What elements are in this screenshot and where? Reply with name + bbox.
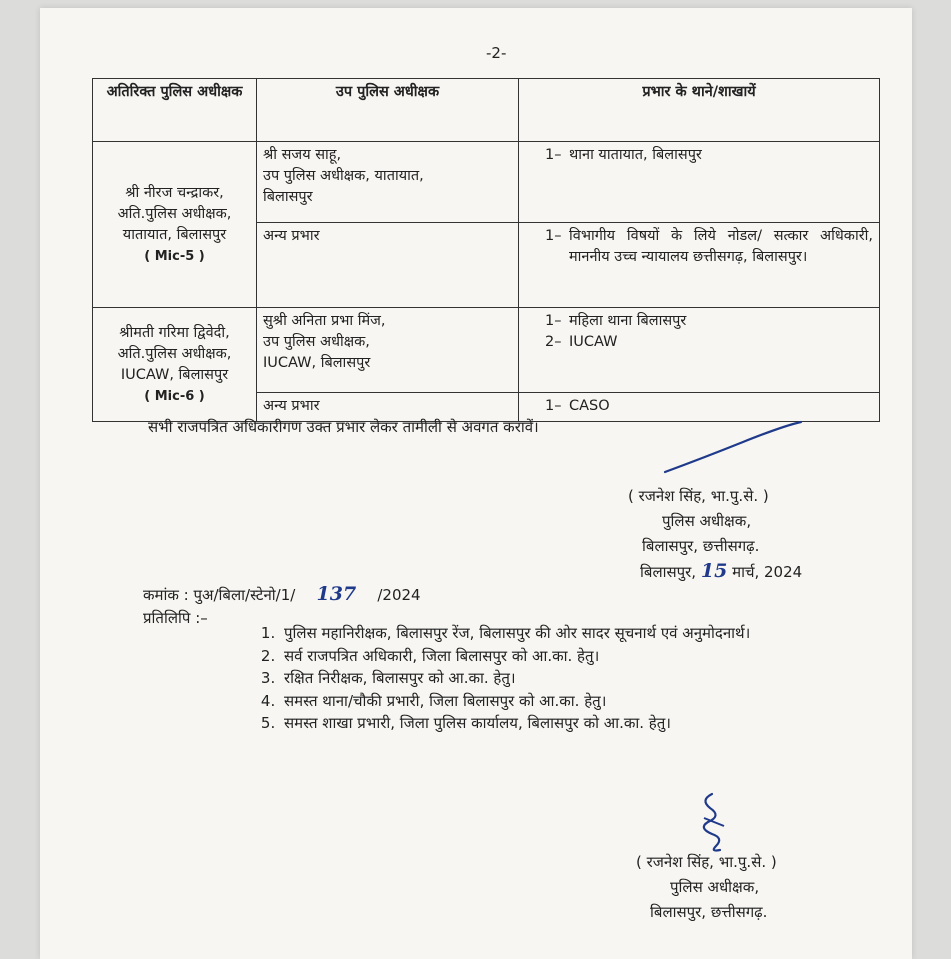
charge-number: 1– (545, 147, 562, 163)
officer-line: श्रीमती गरिमा द्विवेदी, (119, 324, 230, 341)
charge-text: विभागीय विषयों के लिये नोडल/ सत्कार अधिकारी, माननीय उच्च न्यायालय छत्तीसगढ़, बिलासपुर। (569, 228, 873, 265)
date-day-handwritten: 15 (700, 560, 728, 582)
copy-heading: प्रतिलिपि :– (143, 609, 208, 627)
table-row (93, 308, 880, 393)
charge-table (92, 78, 880, 422)
date-suffix: मार्च, 2024 (732, 563, 803, 581)
dsp-line: श्री सजय साहू, (263, 147, 342, 163)
signatory-designation: पुलिस अधीक्षक, (670, 878, 760, 896)
charge-text: थाना यातायात, बिलासपुर (569, 147, 702, 163)
dsp-line: उप पुलिस अधीक्षक, (263, 334, 370, 350)
officer-line: श्री नीरज चन्द्राकर, (125, 184, 224, 201)
signatory-name: ( रजनेश सिंह, भा.पु.से. ) (628, 487, 769, 505)
charge-number: 1– (545, 228, 562, 244)
dsp-line: सुश्री अनिता प्रभा मिंज, (263, 313, 386, 329)
signature-block-2 (636, 850, 777, 925)
signatory-name: ( रजनेश सिंह, भा.पु.से. ) (636, 853, 777, 871)
officer-cell-mic6 (93, 308, 257, 422)
charge-text: IUCAW (569, 334, 618, 350)
charge-number: 1– (545, 313, 562, 329)
dsp-line: अन्य प्रभार (263, 398, 320, 414)
signatory-place: बिलासपुर, छत्तीसगढ़. (650, 903, 768, 921)
mic-code: ( Mic-5 ) (144, 248, 205, 264)
charge-cell (519, 393, 880, 422)
charge-number: 2– (545, 334, 562, 350)
signatory-place: बिलासपुर, छत्तीसगढ़. (642, 537, 760, 555)
date-line (640, 560, 802, 582)
mic-code: ( Mic-6 ) (144, 388, 205, 404)
header-dsp: उप पुलिस अधीक्षक (257, 79, 519, 142)
table-header-row (93, 79, 880, 142)
list-item: 3. रक्षित निरीक्षक, बिलासपुर को आ.का. हेतु। (280, 667, 840, 690)
dsp-cell (257, 223, 519, 308)
charge-cell (519, 223, 880, 308)
charge-text: महिला थाना बिलासपुर (569, 313, 687, 329)
page-number: -2- (486, 44, 507, 62)
officer-line: यातायात, बिलासपुर (122, 226, 227, 243)
officer-cell-mic5 (93, 142, 257, 308)
charge-cell (519, 142, 880, 223)
handwritten-initial (690, 790, 740, 854)
reference-label: कमांक : पुअ/बिला/स्टेनो/1/ (143, 586, 296, 604)
signature-block-1 (628, 484, 769, 559)
list-item: 4. समस्त थाना/चौकी प्रभारी, जिला बिलासपुर को आ.का. हेतु। (280, 690, 840, 713)
dsp-cell (257, 142, 519, 223)
dsp-line: बिलासपुर (263, 189, 313, 205)
officer-line: IUCAW, बिलासपुर (120, 366, 229, 383)
dsp-cell (257, 308, 519, 393)
reference-number (143, 583, 421, 605)
list-item: 5. समस्त शाखा प्रभारी, जिला पुलिस कार्यालय, बिलासपुर को आ.का. हेतु। (280, 712, 840, 735)
signatory-designation: पुलिस अधीक्षक, (662, 512, 752, 530)
officer-line: अति.पुलिस अधीक्षक, (117, 205, 232, 222)
closing-instruction: सभी राजपत्रित अधिकारीगण उक्त प्रभार लेकर तामीली से अवगत करावें। (148, 418, 539, 436)
charge-text: CASO (569, 398, 610, 414)
dsp-line: उप पुलिस अधीक्षक, यातायात, (263, 168, 424, 184)
officer-line: अति.पुलिस अधीक्षक, (117, 345, 232, 362)
copy-list (252, 622, 840, 735)
table-row (93, 142, 880, 223)
header-addl-sp: अतिरिक्त पुलिस अधीक्षक (93, 79, 257, 142)
dsp-line: IUCAW, बिलासपुर (263, 355, 371, 371)
signature-stroke-1 (663, 420, 803, 475)
charge-cell (519, 308, 880, 393)
reference-handwritten-number: 137 (316, 583, 357, 605)
list-item: 2. सर्व राजपत्रित अधिकारी, जिला बिलासपुर को आ.का. हेतु। (280, 645, 840, 668)
list-item: 1. पुलिस महानिरीक्षक, बिलासपुर रेंज, बिलासपुर की ओर सादर सूचनार्थ एवं अनुमोदनार्थ। (280, 622, 840, 645)
header-charges: प्रभार के थाने/शाखायें (519, 79, 880, 142)
date-prefix: बिलासपुर, (640, 563, 697, 581)
charge-number: 1– (545, 398, 562, 414)
reference-year: /2024 (377, 586, 421, 604)
dsp-line: अन्य प्रभार (263, 228, 320, 244)
